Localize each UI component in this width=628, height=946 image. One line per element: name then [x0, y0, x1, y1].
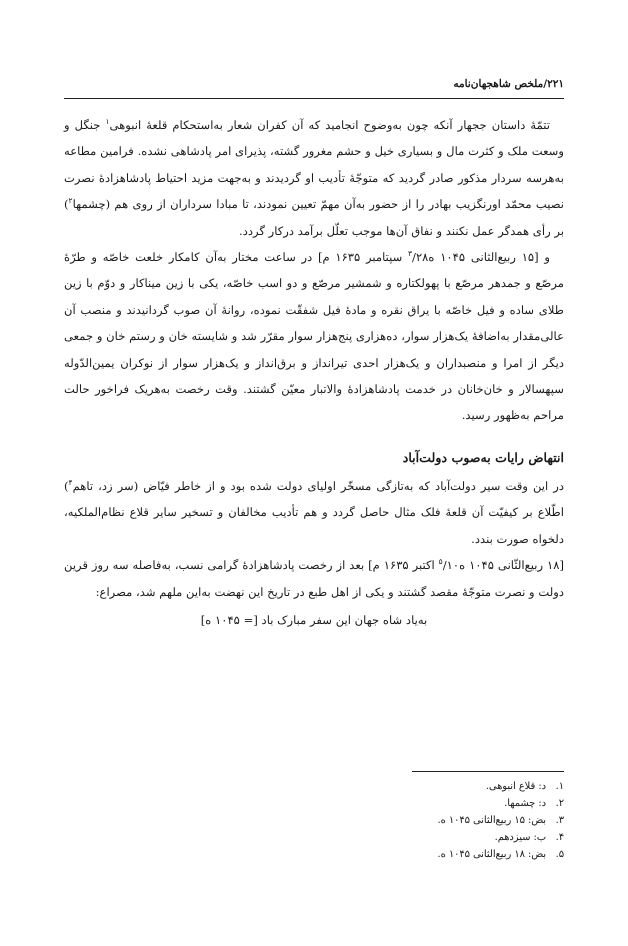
paragraph-4 [64, 552, 564, 605]
running-head: ۲۲۱/ملخص شاهجهان‌نامه [453, 78, 564, 90]
footnote-number: ۱. [555, 781, 564, 792]
paragraph-text: جنگل و وسعت ملک و کثرت مال و بسیاری خیل و حشم مغرور گشته، پذیرای امر پادشاهی نشده. فرامین مطاعه به‌هرسه سردار مذکور صادر گردید که متوجّهٔ تأدیب او گردیدند و به‌جهت مزید احتیاط پادشاهزادهٔ نصرت نصیب محمّد اورنگزیب بهادر را از حضور به‌آن مهمّ تعیین نمودند، تا مبادا سرداران از روی هم (چشمها [64, 118, 564, 212]
paragraph-2 [64, 244, 564, 429]
paragraph-text: تتمّهٔ داستان ججهار آنکه چون به‌وضوح انجامید که آن کفران شعار به‌استحکام قلعهٔ انبوهی [109, 118, 550, 132]
verse-line: به‌یاد شاه جهان این سفر مبارک باد [= ۱۰۴۵ ه] [200, 612, 428, 627]
footnote-item [64, 812, 564, 829]
footnote-ref[interactable]: ۱ [105, 117, 110, 127]
paragraph-text: [۱۸ ربیع‌الثّانی ۱۰۴۵ ه [459, 558, 564, 573]
body-text [64, 112, 564, 633]
footnote-number: ۲. [555, 798, 564, 809]
paragraph-text: ) بر رأی همدگر عمل نکنند و نفاق آن‌ها موجب تعلّل برآمد درکار گردد. [64, 197, 564, 238]
footnote-ref[interactable]: ۵ [438, 557, 443, 567]
footnote-item [64, 778, 564, 795]
section-heading: انتهاض رایات به‌صوب دولت‌آباد [402, 449, 564, 465]
paragraph-text: /۱۰ اکتبر ۱۶۳۵ م] بعد از رخصت پادشاهزادهٔ گرامی نسب، به‌فاصله سه روز قرین دولت و نصرت متوجّهٔ مقصد گشتند و یکی از اهل طبع در تاریخ این نهضت به‌این ملهم شد، مصراع: [64, 558, 564, 599]
footnote-text: د: چشمها. [504, 798, 546, 809]
footnotes-list [64, 778, 564, 863]
footnote-number: ۴. [555, 832, 564, 843]
footnote-item [64, 795, 564, 812]
paragraph-text: در این وقت سیر دولت‌آباد که به‌تازگی مسخّر اولیای دولت شده بود و از خاطر فیّاض (سر زد، تاهم [72, 478, 564, 493]
footnote-text: ب: سیزدهم. [494, 832, 546, 843]
paragraph-1 [64, 112, 564, 244]
footnote-separator [412, 771, 564, 772]
header-rule [64, 98, 564, 99]
footnote-ref[interactable]: ۲ [68, 196, 73, 206]
footnote-text: بض: ۱۵ ربیع‌الثانی ۱۰۴۵ ه. [437, 815, 546, 826]
footnote-text: بض: ۱۸ ربیع‌الثانی ۱۰۴۵ ه. [437, 849, 546, 860]
paragraph-text: و [۱۵ ربیع‌الثانی ۱۰۴۵ ه [428, 250, 550, 265]
paragraph-text: ) اطّلاع بر کیفیّت آن قلعهٔ فلک مثال حاصل گردد و هم تأدیب مخالفان و تسخیر سایر قلاع نظام‌الملکیه، دلخواه صورت بندد. [64, 478, 564, 546]
footnote-item [64, 846, 564, 863]
paragraph-3 [64, 473, 564, 552]
footnote-item [64, 829, 564, 846]
footnote-ref[interactable]: ۴ [68, 478, 73, 488]
footnote-number: ۵. [555, 849, 564, 860]
footnote-text: د: قلاع انبوهی. [485, 781, 546, 792]
footnote-number: ۳. [555, 815, 564, 826]
footnote-ref[interactable]: ۳ [408, 249, 413, 259]
paragraph-text: /۲۸ سپتامبر ۱۶۳۵ م] در ساعت مختار به‌آن کامکار خلعت خاصّه و طرّهٔ مرصّع و جمدهر مرصّع با پهولکتاره و شمشیر مرصّع و دو اسب خاصّه، یکی با زین میناکار و دوّم با زین طلای ساده و فیل خاصّه با یراق نقره و مادهٔ فیل شفقّت نموده، روانهٔ آن صوب گردانیدند و منصب آن عالی‌مقدار به‌اضافهٔ یک‌هزار سوار، ده‌هزاری پنج‌هزار سوار مقرّر شد و شایسته خان و رستم خان و جمعی دیگر از امرا و منصبداران و یک‌هزار احدی تیرانداز و برق‌انداز و یک‌هزار سوار از نوکران یمین‌الدّوله سپهسالار و خان‌خانان در خدمت پادشاهزادهٔ والاتبار معیّن گشتند. وقت رخصت به‌هریک فراخور حالت مراحم به‌ظهور رسید. [64, 250, 564, 423]
